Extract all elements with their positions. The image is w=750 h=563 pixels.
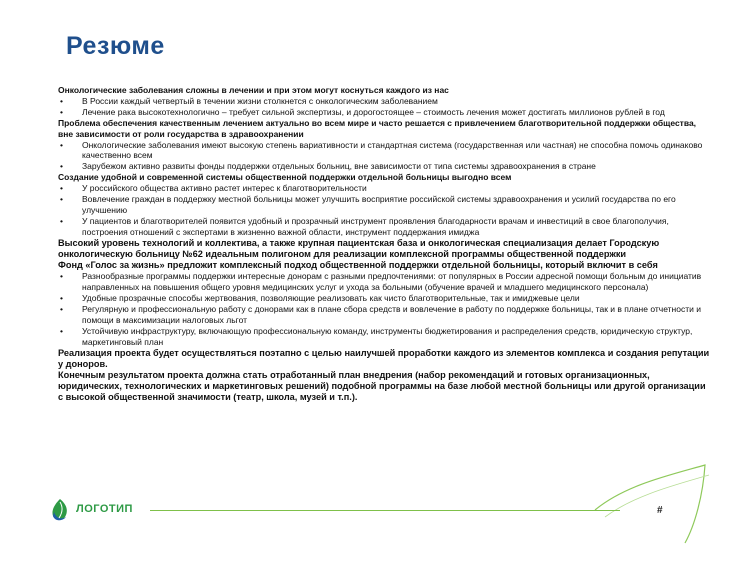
section-2-heading: Проблема обеспечения качественным лечением актуально во всем мире и часто решается с привлечением благотворительной поддержки общества, вне зависимости от роли государства в здравоохранении: [58, 117, 697, 139]
slide-title: Резюме: [66, 32, 165, 60]
section-4-heading: Высокий уровень технологий и коллектива, а также крупная пациентская база и онкологическая специализация делает Городскую онкологическую больницу №62 идеальным полигоном для реализации комплексной программы общественной поддержки: [58, 237, 660, 259]
list-item: • У пациентов и благотворителей появится удобный и прозрачный инструмент проявления благодарности врачам и инвестиций в свое благополучия, построения отношений с экспертами в жизненно важной области, инструмент поддержания имиджа: [58, 216, 710, 238]
list-item: • В России каждый четвертый в течении жизни столкнется с онкологическим заболеванием: [58, 96, 710, 107]
footer-line: [150, 510, 620, 511]
section-3-list: [58, 183, 710, 238]
section-1-heading: Онкологические заболевания сложны в лечении и при этом могут коснуться каждого из нас: [58, 85, 449, 95]
section-1-list: [58, 96, 710, 118]
list-item: • Лечение рака высокотехнологично – требует сильной экспертизы, и дорогостоящее – стоимость лечения может достигать миллионов рублей в год: [58, 107, 710, 118]
section-5-heading: Фонд «Голос за жизнь» предложит комплексный подход общественной поддержки отдельной больницы, который включит в себя: [58, 260, 658, 271]
section-2-list: [58, 140, 710, 173]
section-5-list: [58, 271, 710, 347]
resume-content: [58, 85, 710, 404]
list-item: • Зарубежом активно развиты фонды поддержки отдельных больниц, вне зависимости от типа системы здравоохранения в стране: [58, 161, 710, 172]
section-6-heading: Реализация проекта будет осуществляться поэтапно с целью наилучшей проработки каждого из элементов комплекса и создания репутации у доноров.: [58, 347, 710, 369]
list-item: • Удобные прозрачные способы жертвования, позволяющие реализовать как чисто благотворительные, так и имиджевые цели: [58, 293, 710, 304]
logo-text: ЛОГОТИП: [76, 503, 133, 515]
list-item: • Регулярную и профессиональную работу с донорами как в плане сбора средств и вовлечение в работу по поддержке больницы, так и в плане отчетности и помощи в максимизации налоговых льгот: [58, 304, 710, 326]
list-item: • Разнообразные программы поддержки интересные донорам с разными предпочтениями: от популярных в России адресной помощи больным до инициатив направленных на повышения общего уровня медицинских услуг и ухода за больными (обучение врачей и младшего медицинского персонала): [58, 271, 710, 293]
section-7-heading: Конечным результатом проекта должна стать отработанный план внедрения (набор рекомендаций и готовых организационных, юридических, технологических и маркетинговых решений) подобной программы на базе любой местной больницы или другой организации с высокой общественной значимости (театр, школа, музей и т.п.).: [58, 370, 706, 403]
list-item: • Устойчивую инфраструктуру, включающую профессиональную команду, инструменты бюджетирования и распределения средств, юридическую структур, маркетинговый план: [58, 326, 710, 348]
list-item: • Вовлечение граждан в поддержку местной больницы может улучшить восприятие российской системы здравоохранения и усилий государства по его улучшению: [58, 194, 710, 216]
list-item: • У российского общества активно растет интерес к благотворительности: [58, 183, 710, 194]
list-item: • Онкологические заболевания имеют высокую степень вариативности и стандартная система (государственная или частная) не способна помочь одинаково качественно всем: [58, 140, 710, 162]
section-3-heading: Создание удобной и современной системы общественной поддержки отдельной больницы выгодно всем: [58, 172, 512, 183]
logo-icon: [49, 498, 71, 522]
page-number: #: [657, 505, 663, 516]
decorative-leaf-shape: [585, 455, 715, 545]
